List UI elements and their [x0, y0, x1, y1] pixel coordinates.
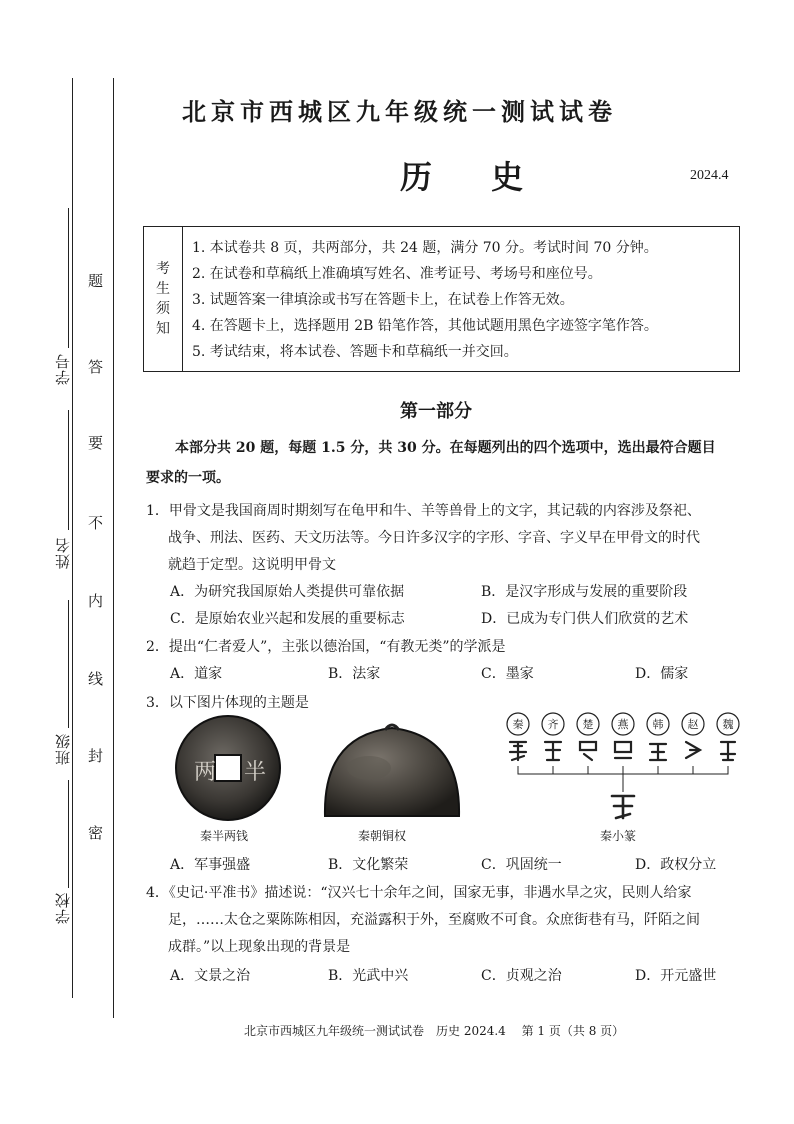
field-label-school: 学校	[54, 892, 72, 924]
notice-label-char: 生	[156, 281, 170, 297]
notice-label-char: 须	[156, 301, 170, 317]
seal-char: 密	[88, 824, 104, 842]
state-label: 赵	[687, 718, 699, 731]
field-label-class: 班级	[54, 733, 72, 765]
question-3-stem: 3．以下图片体现的主题是	[146, 695, 309, 711]
notice-item: 5. 考试结束，将本试卷、答题卡和草稿纸一并交回。	[192, 344, 518, 360]
question-4-stem: 成群。”以上现象出现的背景是	[168, 939, 351, 955]
field-line-school[interactable]	[68, 780, 69, 888]
seal-script-diagram	[500, 710, 746, 830]
notice-item: 1. 本试卷共 8 页，共两部分，共 24 题，满分 70 分。考试时间 70 分钟。	[192, 240, 658, 256]
state-label: 齐	[547, 718, 559, 731]
question-1-option-b[interactable]: B．是汉字形成与发展的重要阶段	[481, 584, 688, 600]
question-4-option-d[interactable]: D．开元盛世	[635, 968, 717, 984]
question-4-option-c[interactable]: C．贞观之治	[481, 968, 562, 984]
part-one-intro: 要求的一项。	[146, 470, 230, 486]
question-2-option-b[interactable]: B．法家	[328, 666, 381, 682]
seal-char: 答	[88, 358, 104, 376]
question-2-option-a[interactable]: A．道家	[170, 666, 223, 682]
state-label: 燕	[617, 718, 629, 731]
part-one-title: 第一部分	[400, 401, 472, 422]
question-3-option-a[interactable]: A．军事强盛	[170, 857, 251, 873]
seal-char: 线	[88, 670, 104, 688]
question-4-option-b[interactable]: B．光武中兴	[328, 968, 409, 984]
svg-text:两: 两	[194, 760, 217, 785]
notice-item: 3. 试题答案一律填涂或书写在答题卡上，在试卷上作答无效。	[192, 292, 574, 308]
state-label: 魏	[722, 718, 734, 731]
field-line-student-id[interactable]	[68, 208, 69, 348]
state-label: 楚	[582, 718, 594, 731]
notice-label	[144, 227, 183, 371]
question-2-option-d[interactable]: D．儒家	[635, 666, 689, 682]
question-1-stem: 战争、刑法、医药、天文历法等。今日许多汉字的字形、字音、字义早在甲骨文的时代	[168, 530, 700, 546]
seal-char: 封	[88, 747, 104, 765]
state-label: 秦	[512, 718, 524, 731]
field-label-name: 姓名	[54, 537, 72, 569]
question-1-option-a[interactable]: A．为研究我国原始人类提供可靠依据	[170, 584, 405, 600]
exam-date: 2024.4	[690, 168, 729, 183]
question-4-stem: 4．《史记·平准书》描述说：“汉兴七十余年之间，国家无事，非遇水旱之灾，民则人给家	[146, 885, 692, 901]
field-label-student-id: 学号	[54, 353, 72, 385]
exam-title: 北京市西城区九年级统一测试试卷	[182, 97, 617, 126]
question-3-option-c[interactable]: C．巩固统一	[481, 857, 562, 873]
seal-script-caption: 秦小篆	[600, 829, 637, 843]
seal-char: 内	[88, 592, 104, 610]
seal-char: 题	[88, 272, 104, 290]
notice-item: 4. 在答题卡上，选择题用 2B 铅笔作答，其他试题用黑色字迹签字笔作答。	[192, 318, 658, 334]
seal-char: 要	[88, 434, 104, 452]
question-1-option-c[interactable]: C．是原始农业兴起和发展的重要标志	[170, 611, 405, 627]
state-label: 韩	[652, 718, 664, 731]
notice-label-char: 考	[156, 261, 170, 277]
page-footer: 北京市西城区九年级统一测试试卷 历史 2024.4 第 1 页（共 8 页）	[244, 1024, 625, 1038]
exam-notice-box	[143, 226, 740, 372]
notice-label-char: 知	[156, 321, 170, 337]
field-line-name[interactable]	[68, 410, 69, 530]
question-3-option-b[interactable]: B．文化繁荣	[328, 857, 409, 873]
question-3-option-d[interactable]: D．政权分立	[635, 857, 717, 873]
question-2-stem: 2．提出“仁者爱人”，主张以德治国，“有教无类”的学派是	[146, 639, 506, 655]
question-1-option-d[interactable]: D．已成为专门供人们欣赏的艺术	[481, 611, 689, 627]
bronze-weight-caption: 秦朝铜权	[358, 829, 407, 843]
seal-char: 不	[88, 514, 104, 532]
notice-items	[192, 235, 658, 365]
notice-item: 2. 在试卷和草稿纸上准确填写姓名、准考证号、考场号和座位号。	[192, 266, 602, 282]
field-line-class[interactable]	[68, 600, 69, 728]
bronze-weight-image	[319, 718, 465, 822]
coin-image	[172, 713, 284, 823]
binding-line-inner	[113, 78, 114, 1018]
question-4-stem: 足，……太仓之粟陈陈相因，充溢露积于外，至腐败不可食。众庶街巷有马，阡陌之间	[168, 912, 700, 928]
question-2-option-c[interactable]: C．墨家	[481, 666, 534, 682]
svg-text:半: 半	[244, 760, 267, 785]
part-one-intro: 本部分共 20 题，每题 1.5 分，共 30 分。在每题列出的四个选项中，选出最符合题目	[175, 440, 716, 456]
subject-title: 历 史	[400, 158, 548, 196]
question-4-option-a[interactable]: A．文景之治	[170, 968, 251, 984]
question-1-stem: 1．甲骨文是我国商周时期刻写在龟甲和牛、羊等兽骨上的文字，其记载的内容涉及祭祀、	[146, 503, 701, 519]
coin-caption: 秦半两钱	[200, 829, 249, 843]
question-1-stem: 就趋于定型。这说明甲骨文	[168, 557, 336, 573]
